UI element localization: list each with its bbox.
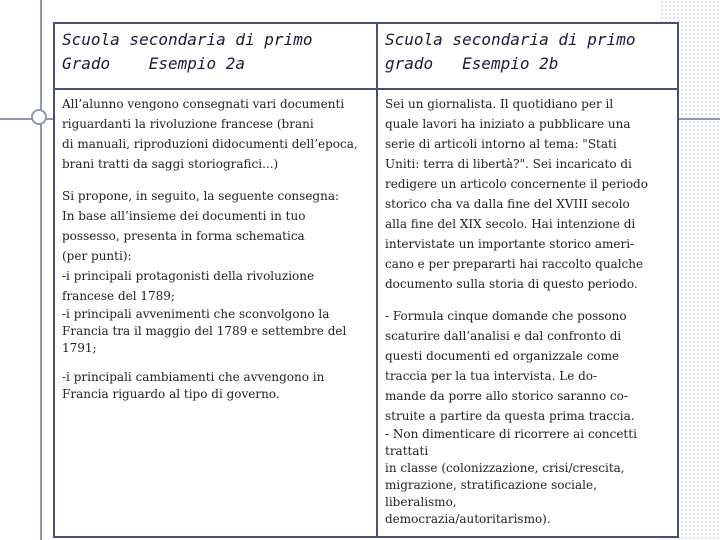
header-row bbox=[54, 23, 678, 89]
right-title-line1: Scuola secondaria di primo bbox=[385, 30, 636, 49]
left-events-paragraph: -i principali avvenimenti che sconvolgono la Francia tra il maggio del 1789 e settembre del 1791; bbox=[62, 307, 347, 355]
decorative-circle bbox=[31, 109, 47, 125]
right-intro-paragraph: Sei un giornalista. Il quotidiano per il quale lavori ha iniziato a pubblicare una serie di articoli intorno al tema: "Stati Uniti: terra di libertà?". Sei incaricato di redigere un articolo concernente il periodo storico cha va dalla fine del XVIII secolo alla fine del XIX secolo. Hai intenzione di intervistate un importante storico ameri- cano e per prepararti hai raccolto qualche documento sulla storia di questo periodo. bbox=[385, 97, 648, 291]
left-body-cell bbox=[54, 89, 377, 537]
right-concepts-paragraph: - Non dimenticare di ricorrere ai concetti trattati in classe (colonizzazione, crisi/crescita, migrazione, stratificazione sociale, liberalismo, democrazia/autoritarismo). bbox=[385, 427, 637, 526]
left-task-paragraph: Si propone, in seguito, la seguente consegna: In base all’insieme dei documenti in tuo possesso, presenta in forma schematica (per punti): -i principali protagonisti della rivoluzione francese del 1789; bbox=[62, 189, 340, 303]
left-government-paragraph: -i principali cambiamenti che avvengono in Francia riguardo al tipo di governo. bbox=[62, 370, 325, 401]
body-row bbox=[54, 89, 678, 537]
decorative-vertical-line bbox=[40, 0, 42, 540]
comparison-table bbox=[53, 22, 679, 538]
left-title-line1: Scuola secondaria di primo bbox=[62, 30, 313, 49]
left-header-cell bbox=[54, 23, 377, 89]
right-title-line2: grado Esempio 2b bbox=[385, 54, 559, 73]
left-intro-paragraph: All’alunno vengono consegnati vari documenti riguardanti la rivoluzione francese (brani di manuali, riproduzioni didocumenti dell’epoca, brani tratti da saggi storiografici...) bbox=[62, 97, 358, 171]
right-body-cell bbox=[377, 89, 678, 537]
right-header-cell bbox=[377, 23, 678, 89]
right-questions-paragraph: - Formula cinque domande che possono scaturire dall’analisi e dal confronto di questi documenti ed organizzale come traccia per la tua intervista. Le do- mande da porre allo storico saranno co- struite a partire da questa prima traccia. bbox=[385, 309, 635, 423]
left-title-line2: Grado Esempio 2a bbox=[62, 54, 246, 73]
